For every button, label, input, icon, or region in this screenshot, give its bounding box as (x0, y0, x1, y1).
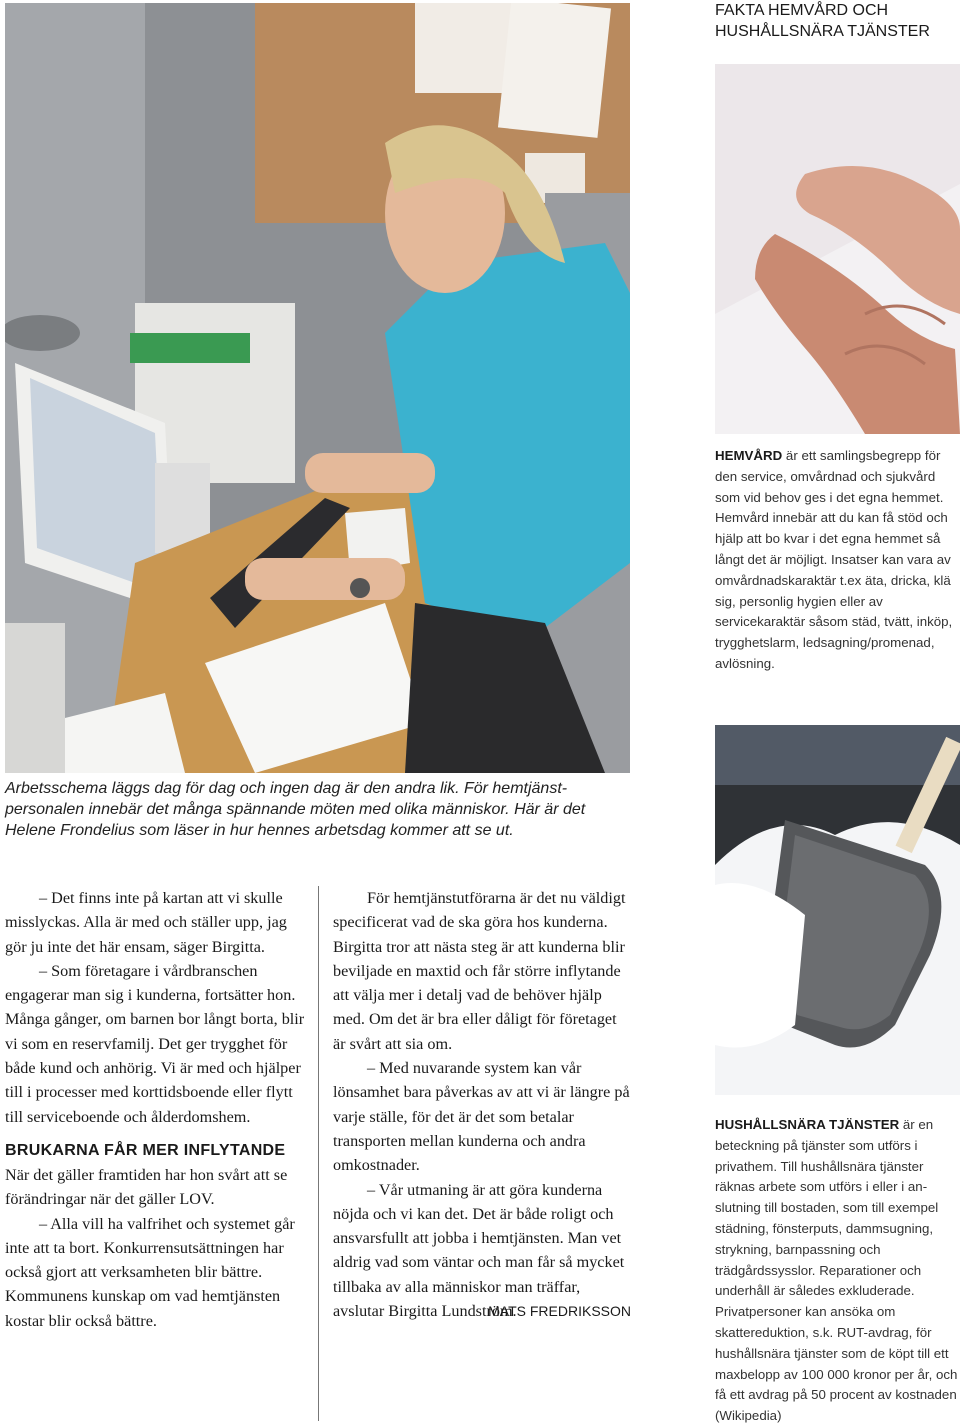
paragraph: – Som företagare i vårdbranschen engagerar man sig i kunderna, fortsätter hon. Många gånger, om barnen bor långt borta, blir vi som en reservfamilj. Det ger trygghet för både kund och anhörig. Vi är med och hjälper till i processer med korttidsboende eller flytt till serviceboende och ålderdomshem. (5, 961, 305, 1126)
hemvard-body: är ett samlingsbegrepp för den service, omvårdnad och sjukvård som vid behov ges i det egna hemmet. Hemvård innebär att du kan få stöd och hjälp att bo kvar i det egna hemmet så långt det är möjligt. Insatser kan vara av omvårdnadskaraktär t.ex äta, dricka, klä sig, personlig hygien eller av servicekaraktär såsom städ, tvätt, inköp, trygghetslarm, ledsagning/promenad, avlösning. (715, 448, 953, 671)
paragraph: – Med nuvarande system kan vår lönsamhet bara påverkas av att vi är längre på varje ställe, för det är det som betalar transporten mellan kunderna och andra omkostnader. (333, 1059, 630, 1175)
hushall-lead: HUSHÅLLSNÄRA TJÄNSTER (715, 1117, 900, 1132)
main-photo (5, 3, 630, 773)
hushall-body: är en beteckning på tjänster som utförs i privathem. Till hushållsnära tjänster räknas arbete som utförs i eller i anslutning till bostaden, som till exempel städning, fönsterputs, dammsugning, strykning, barnpassning och trädgårdssysslor. Reparationer och underhåll är således exkluderade. Privatpersoner kan ansöka om skattereduktion, s.k. RUT-avdrag, för hushållsnära tjänster som de köpt till ett maxbelopp av 100 000 kronor per år, och få ett avdrag på 50 procent av kostnaden (Wikipedia) (715, 1117, 958, 1424)
article-column-2 (333, 886, 633, 1324)
paragraph: När det gäller framtiden har hon svårt att se förändringar när det gäller LOV. (5, 1165, 288, 1209)
byline: MATS FREDRIKSSON (488, 1303, 631, 1320)
subheading: BRUKARNA FÅR MER INFLYTANDE (5, 1141, 286, 1159)
hemvard-lead: HEMVÅRD (715, 448, 783, 463)
column-divider (318, 886, 319, 1421)
fact-heading: FAKTA HEMVÅRD OCH HUSHÅLLSNÄRA TJÄNSTER (715, 2, 930, 40)
paragraph: – Vår utmaning är att göra kunderna nöjda och vi kan det. Det är både roligt och ansvarsfullt att jobba i hemtjänsten. Man vet aldrig vad som väntar och man får så mycket tillbaka av alla människor man träffar, avslutar Birgitta Lundström. (333, 1180, 625, 1321)
paragraph: – Alla vill ha valfrihet och systemet går inte att ta bort. Konkurrensutsättningen har också gjort att verksamheten blir bättre. Kommunens kunskap om vad hemtjänsten kostar blir också bättre. (5, 1214, 295, 1330)
paragraph: För hemtjänstutförarna är det nu väldigt specificerat vad de ska göra hos kunderna. Birgitta tror att nästa steg är att kunderna blir beviljade en maxtid och får större inflytande att välja mer i detalj vad de behöver hjälp med. Om det är bra eller dåligt för företaget är svårt att sia om. (333, 889, 626, 1053)
shovel-photo (715, 725, 960, 1095)
hushall-fact (715, 1115, 960, 1427)
article-column-1 (5, 886, 305, 1333)
photo-caption: Arbetsschema läggs dag för dag och ingen dag är den andra lik. För hemtjänstpersonalen innebär det många spännande möten med olika människor. Här är det Helene Frondelius som läser in hur hennes arbetsdag kommer att se ut. (5, 780, 586, 839)
paragraph: – Det finns inte på kartan att vi skulle misslyckas. Alla är med och ställer upp, jag gör ju inte det här ensam, säger Birgitta. (5, 889, 287, 956)
hemvard-fact (715, 446, 960, 675)
hands-photo (715, 64, 960, 434)
